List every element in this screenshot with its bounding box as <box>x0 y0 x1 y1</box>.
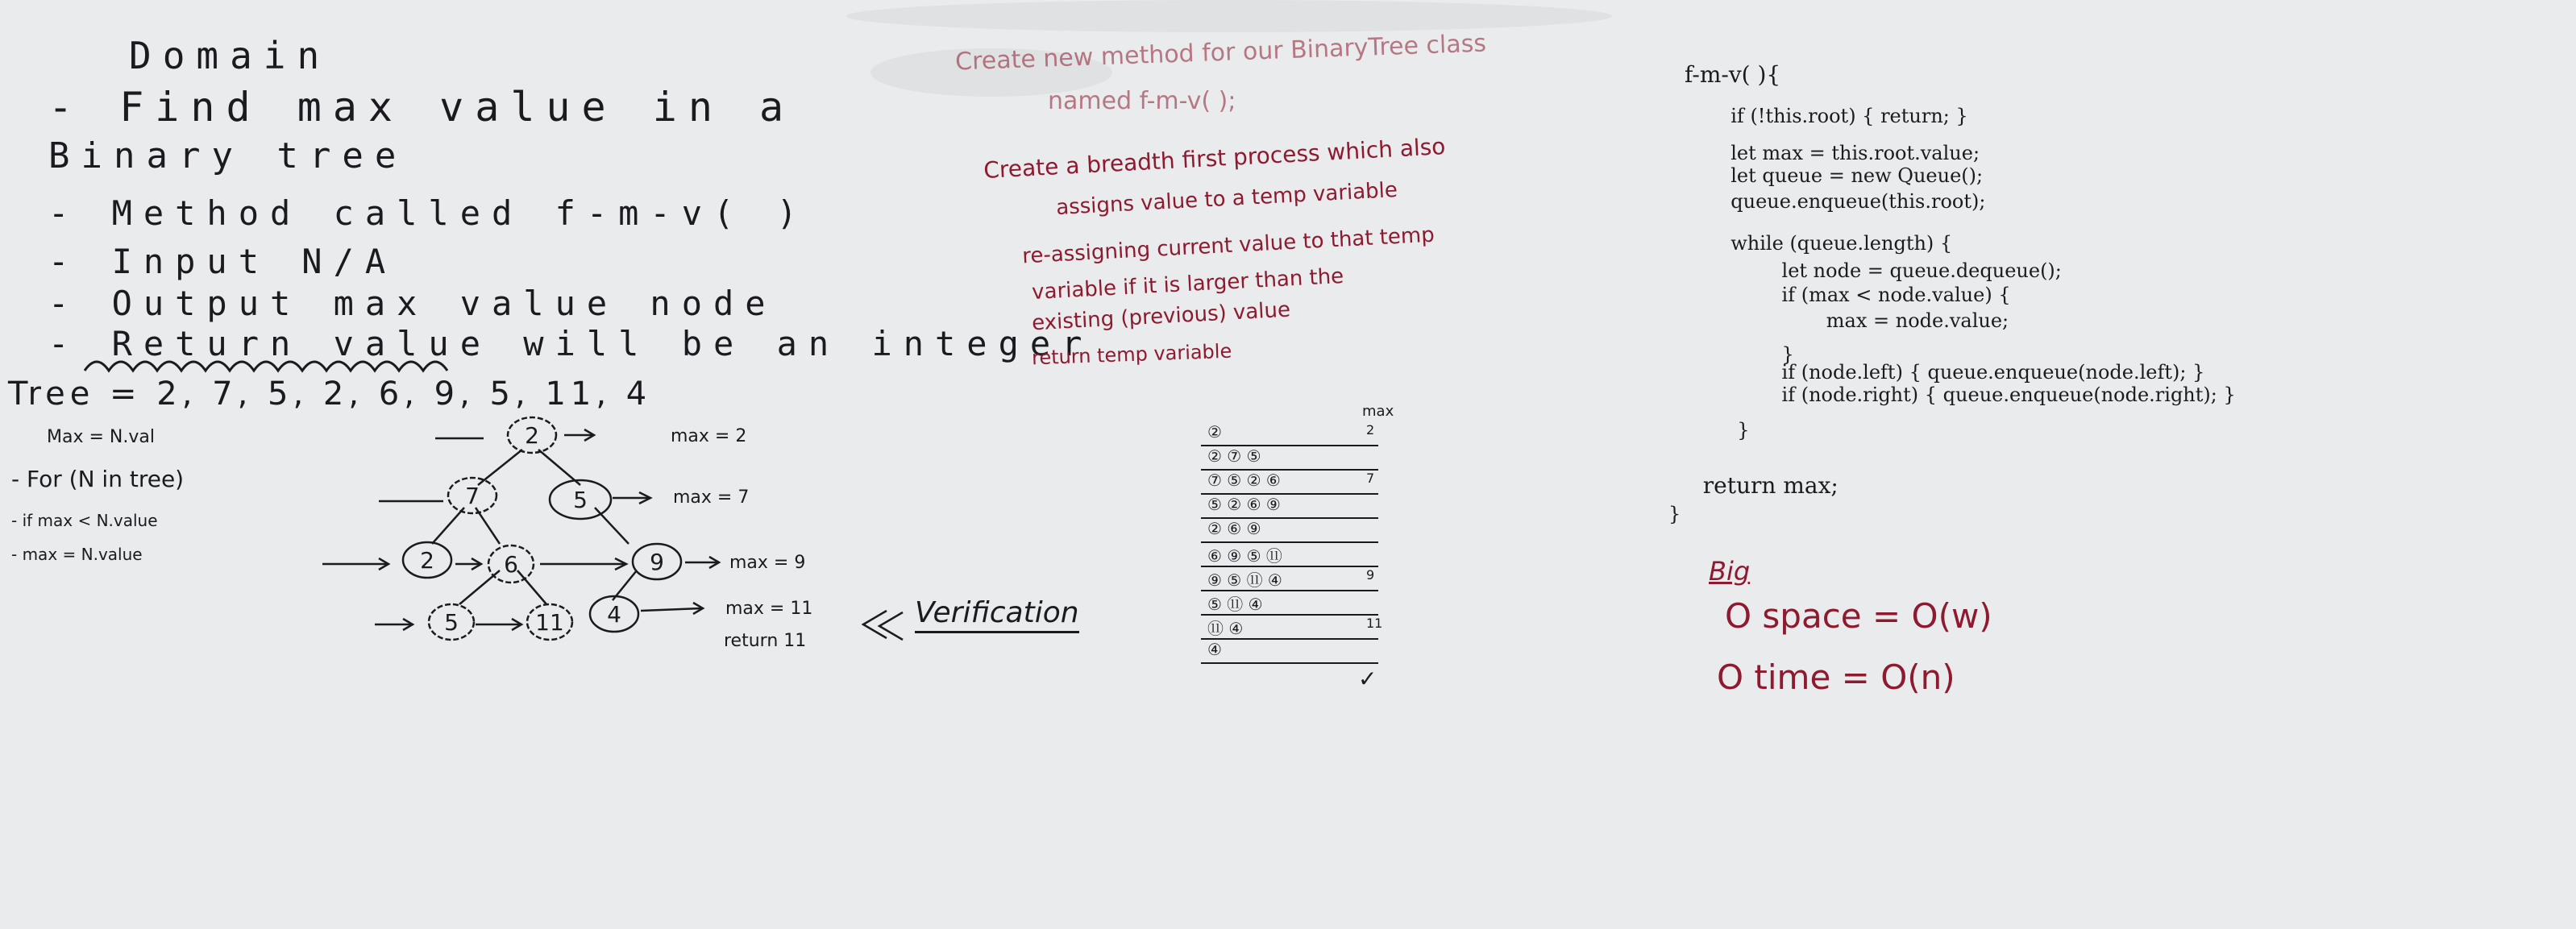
queue-row-max: 2 <box>1366 422 1375 438</box>
bullet-3: - Method called f-m-v( ) <box>48 193 808 233</box>
note-3: - if max < N.value <box>11 511 158 530</box>
code-line: while (queue.length) { <box>1718 232 1953 255</box>
bigo-space: O space = O(w) <box>1725 596 1992 636</box>
code-line: let queue = new Queue(); <box>1718 164 1984 187</box>
bullet-4: - Input N/A <box>48 242 397 281</box>
bullet-1: - Find max value in a <box>48 84 796 131</box>
queue-row <box>1201 469 1378 495</box>
tree-node: 6 <box>504 551 518 578</box>
queue-row-nodes: ④ <box>1207 640 1222 659</box>
tree-values: Tree = 2, 7, 5, 2, 6, 9, 5, 11, 4 <box>8 375 652 413</box>
code-line: if (max < node.value) { <box>1757 284 2011 306</box>
bullet-5: - Output max value node <box>48 284 777 323</box>
queue-row <box>1201 566 1378 591</box>
max-label: max = 11 <box>725 599 813 619</box>
tree-node: 5 <box>573 487 588 513</box>
queue-row-nodes: ⑤ ② ⑥ ⑨ <box>1207 495 1281 514</box>
algorithm-line-1: Create new method for our BinaryTree class <box>954 29 1487 77</box>
queue-row <box>1201 541 1378 567</box>
code-line: if (node.left) { queue.enqueue(node.left); } <box>1757 361 2205 384</box>
code-line: queue.enqueue(this.root); <box>1718 190 1986 213</box>
tree-node: 5 <box>444 609 459 636</box>
queue-row <box>1201 421 1378 446</box>
queue-row-nodes: ⑦ ⑤ ② ⑥ <box>1207 471 1281 490</box>
code-line: } <box>1725 419 1750 442</box>
check-icon: ✓ <box>1358 666 1377 692</box>
queue-row-nodes: ⑪ ④ <box>1207 619 1244 638</box>
return-label: return 11 <box>724 631 807 651</box>
algorithm-line-4: assigns value to a temp variable <box>1055 177 1398 221</box>
code-line: return max; <box>1689 472 1839 499</box>
queue-row-nodes: ⑤ ⑪ ④ <box>1207 595 1263 614</box>
queue-row-max: 11 <box>1366 616 1383 631</box>
queue-row-nodes: ② ⑥ ⑨ <box>1207 519 1261 538</box>
algorithm-line-3: Create a breadth first process which also <box>983 133 1447 184</box>
bigo-title: Big <box>1709 556 1751 587</box>
algorithm-line-2: named f-m-v( ); <box>1048 87 1236 115</box>
queue-row <box>1201 590 1378 616</box>
max-label: max = 7 <box>673 487 750 508</box>
queue-row-nodes: ② <box>1207 422 1222 442</box>
domain-heading: Domain <box>129 34 331 77</box>
code-line: let node = queue.dequeue(); <box>1757 259 2062 282</box>
note-1: Max = N.val <box>47 427 155 447</box>
tree-node: 2 <box>420 547 434 574</box>
queue-trace-header: max <box>1362 403 1394 420</box>
verification-label: Verification <box>915 596 1079 633</box>
eraser-smudge <box>846 0 1612 32</box>
code-line: let max = this.root.value; <box>1718 142 1980 164</box>
bullet-2: Binary tree <box>48 135 408 176</box>
tree-diagram <box>306 403 870 661</box>
tree-node: 9 <box>650 549 664 575</box>
queue-row-nodes: ⑥ ⑨ ⑤ ⑪ <box>1207 546 1282 566</box>
tree-node: 11 <box>535 609 564 636</box>
queue-row <box>1201 614 1383 640</box>
note-4: - max = N.value <box>11 545 143 564</box>
code-line: } <box>1757 343 1794 366</box>
note-2: - For (N in tree) <box>11 466 185 492</box>
queue-row <box>1201 493 1378 519</box>
tree-node: 7 <box>465 483 480 509</box>
code-line: if (node.right) { queue.enqueue(node.right); } <box>1757 384 2236 406</box>
queue-row-max: 7 <box>1366 471 1375 486</box>
queue-row <box>1201 517 1378 543</box>
queue-row <box>1201 445 1378 471</box>
max-label: max = 9 <box>729 553 806 573</box>
bullet-6: - Return value will be an integer <box>48 324 1094 363</box>
queue-row <box>1201 638 1378 664</box>
algorithm-line-7: existing (previous) value <box>1031 297 1291 336</box>
tree-node: 2 <box>525 422 539 449</box>
queue-row-nodes: ⑨ ⑤ ⑪ ④ <box>1207 570 1282 590</box>
queue-row-nodes: ② ⑦ ⑤ <box>1207 446 1261 466</box>
queue-row-max: 9 <box>1366 567 1375 583</box>
tree-node: 4 <box>607 601 621 628</box>
code-line: max = node.value; <box>1789 309 2009 332</box>
code-line: if (!this.root) { return; } <box>1718 105 1968 127</box>
algorithm-line-5: re-assigning current value to that temp <box>1021 222 1435 269</box>
verification-arrow <box>858 604 915 645</box>
max-label: max = 2 <box>671 426 747 446</box>
bigo-time: O time = O(n) <box>1717 657 1955 697</box>
algorithm-line-6: variable if it is larger than the <box>1031 263 1344 305</box>
code-line: f-m-v( ){ <box>1685 61 1781 88</box>
algorithm-line-8: return temp variable <box>1031 339 1232 370</box>
code-line: } <box>1668 503 1681 525</box>
